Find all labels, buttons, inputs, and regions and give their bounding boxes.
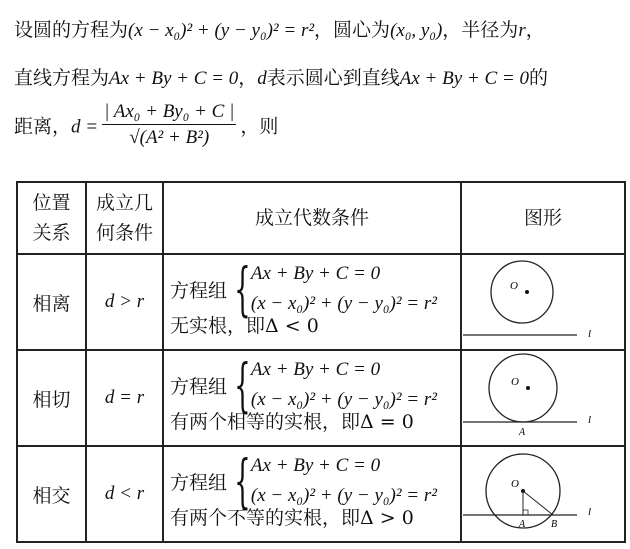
left-brace-icon: {: [234, 351, 251, 419]
algebraic-condition-cell: [163, 254, 461, 350]
system-equations: [251, 451, 437, 511]
equation-line: Ax + By + C = 0: [250, 359, 381, 380]
equation-line: Ax + By + C = 0: [250, 455, 381, 476]
equation-system: [170, 351, 460, 419]
equation-line: Ax + By + C = 0: [250, 263, 381, 284]
intersection-point-label: B: [551, 518, 558, 530]
radius-symbol: r: [518, 20, 526, 41]
system-equations: [251, 355, 437, 415]
figure-cell: [461, 254, 625, 350]
center-dot: [526, 386, 530, 390]
discriminant-conclusion: 有两个不等的实根，即Δ > 0: [170, 507, 414, 529]
intro-text: 的: [528, 67, 548, 89]
equation-system: [170, 447, 460, 515]
fraction-numerator: | Ax₀ + By₀ + C |: [102, 100, 236, 125]
intro-text: ，: [525, 19, 545, 41]
right-angle-mark: [523, 510, 528, 515]
circle-equation: (x − x₀)² + (y − y₀)² = r²: [128, 20, 315, 41]
line-label: l: [588, 505, 592, 518]
equation-circle: (x − x₀)² + (y − y₀)² = r²: [250, 389, 437, 410]
system-label: 方程组: [170, 471, 228, 494]
system-label: 方程组: [170, 375, 228, 398]
radius-segment: [523, 491, 553, 515]
distance-formula-lhs: d =: [71, 116, 99, 138]
discriminant-conclusion: 无实根，即Δ < 0: [170, 315, 319, 337]
foot-point-label: A: [519, 518, 526, 530]
line-label: l: [588, 413, 592, 426]
center-label: O: [511, 375, 519, 388]
line-equation: Ax + By + C = 0: [109, 68, 239, 89]
algebraic-condition-cell: [163, 446, 461, 542]
figure-cell: [461, 446, 625, 542]
intro-text: 距离，: [14, 115, 72, 138]
header-position-relation: 位置关系: [17, 182, 86, 254]
equation-circle: (x − x₀)² + (y − y₀)² = r²: [250, 485, 437, 506]
intro-text: ，圆心为: [314, 19, 391, 41]
center-dot: [525, 290, 529, 294]
relation-cell: 相离: [17, 254, 86, 350]
intersect-figure: [463, 449, 623, 535]
table-row: [17, 350, 625, 446]
intro-text: 表示圆心到直线: [266, 67, 400, 89]
line-equation: Ax + By + C = 0: [399, 68, 529, 89]
table-row: [17, 446, 625, 542]
left-brace-icon: {: [234, 447, 251, 515]
algebraic-condition-cell: [163, 350, 461, 446]
geometric-condition-cell: d < r: [86, 446, 163, 542]
intro-paragraph: [14, 6, 620, 150]
discriminant-conclusion: 有两个相等的实根，即Δ = 0: [170, 411, 414, 433]
system-equations: [251, 259, 437, 319]
header-geometric-condition: 成立几何条件: [86, 182, 163, 254]
geometric-condition-cell: d = r: [86, 350, 163, 446]
relation-cell: 相切: [17, 350, 86, 446]
equation-system: [170, 255, 460, 323]
table-row: [17, 254, 625, 350]
tangent-figure: [463, 353, 623, 439]
intro-text: 直线方程为: [14, 67, 110, 89]
figure-cell: [461, 350, 625, 446]
header-figure: 图形: [461, 182, 625, 254]
intro-text: 设圆的方程为: [14, 19, 129, 41]
intro-line-2: [14, 54, 620, 102]
distance-symbol: d: [257, 68, 267, 89]
system-label: 方程组: [170, 279, 228, 302]
intro-text: ，半径为: [442, 19, 519, 41]
separate-figure: [463, 257, 623, 343]
left-brace-icon: {: [234, 255, 251, 323]
intro-line-1: [14, 6, 620, 54]
fraction-denominator: √(A² + B²): [129, 127, 210, 148]
header-algebraic-condition: 成立代数条件: [163, 182, 461, 254]
line-label: l: [588, 327, 592, 340]
geometric-condition-cell: d > r: [86, 254, 163, 350]
circle-shape: [491, 261, 553, 323]
relation-cell: 相交: [17, 446, 86, 542]
intro-text: ，: [238, 67, 258, 89]
intro-line-3: [14, 102, 620, 150]
center-label: O: [511, 477, 519, 490]
circle-center: (x₀, y₀): [390, 20, 443, 41]
intro-text: ，则: [240, 115, 279, 138]
relation-table: [16, 181, 626, 543]
tangent-point-label: A: [519, 426, 526, 438]
center-label: O: [510, 279, 518, 292]
circle-shape: [489, 354, 557, 422]
distance-formula-fraction: [102, 100, 236, 151]
equation-circle: (x − x₀)² + (y − y₀)² = r²: [250, 293, 437, 314]
table-header-row: [17, 182, 625, 254]
